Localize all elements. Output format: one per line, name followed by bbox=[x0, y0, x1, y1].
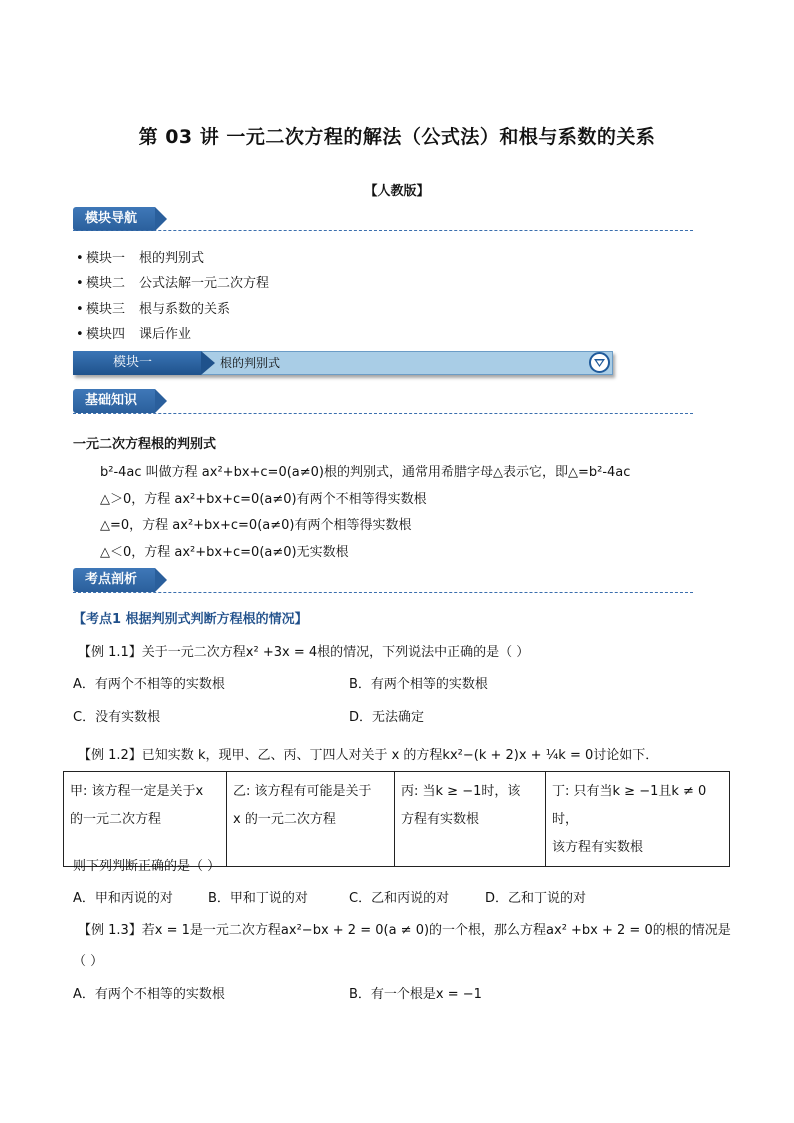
basics-line: △=0，方程 ax²+bx+c=0(a≠0)有两个相等得实数根 bbox=[100, 518, 412, 533]
table-cell-yi: 乙: 该方程有可能是关于 x 的一元二次方程 bbox=[227, 772, 395, 867]
example-1-3-stem: 【例 1.3】若x = 1是一元二次方程ax²−bx + 2 = 0(a ≠ 0)的一个根，那么方程ax² +bx + 2 = 0的根的情况是 bbox=[78, 923, 731, 938]
option-c[interactable]: C．没有实数根 bbox=[73, 710, 161, 725]
nav-item-4[interactable] bbox=[76, 323, 191, 342]
module-tab: 模块一 bbox=[73, 351, 201, 375]
statement-table bbox=[63, 771, 730, 867]
section-divider bbox=[73, 230, 693, 231]
bullet-icon: • bbox=[76, 276, 84, 291]
example-1-2-question: 则下列判断正确的是（ ） bbox=[73, 859, 221, 874]
basics-line: b²-4ac 叫做方程 ax²+bx+c=0(a≠0)根的判别式，通常用希腊字母△表示它，即△=b²-4ac bbox=[100, 465, 631, 480]
kaodian-heading: 【考点1 根据判别式判断方程根的情况】 bbox=[73, 612, 308, 627]
nav-item-num: 模块二 bbox=[86, 276, 126, 291]
basics-heading: 一元二次方程根的判别式 bbox=[73, 437, 217, 452]
bullet-icon: • bbox=[76, 302, 84, 317]
nav-item-1[interactable] bbox=[76, 247, 204, 266]
module-label: 根的判别式 bbox=[220, 356, 281, 370]
nav-item-num: 模块四 bbox=[86, 327, 126, 342]
option-c[interactable]: C．乙和丙说的对 bbox=[349, 891, 450, 906]
section-header-analysis: 考点剖析 bbox=[73, 568, 155, 592]
table-row bbox=[64, 772, 730, 867]
nav-item-label: 公式法解一元二次方程 bbox=[139, 276, 270, 291]
section-header-basics: 基础知识 bbox=[73, 389, 155, 413]
example-1-3-paren: （ ） bbox=[73, 954, 104, 969]
nav-item-label: 根与系数的关系 bbox=[139, 302, 231, 317]
table-cell-ding: 丁: 只有当k ≥ −1且k ≠ 0时， 该方程有实数根 bbox=[546, 772, 730, 867]
option-b[interactable]: B．有一个根是x = −1 bbox=[349, 987, 482, 1002]
table-cell-bing: 丙: 当k ≥ −1时，该 方程有实数根 bbox=[395, 772, 546, 867]
table-cell-jia: 甲: 该方程一定是关于x 的一元二次方程 bbox=[64, 772, 227, 867]
nav-item-label: 课后作业 bbox=[139, 327, 192, 342]
chevron-down-icon[interactable] bbox=[589, 352, 610, 373]
option-d[interactable]: D．无法确定 bbox=[349, 710, 425, 725]
bullet-icon: • bbox=[76, 327, 84, 342]
nav-item-num: 模块一 bbox=[86, 251, 126, 266]
option-b[interactable]: B．甲和丁说的对 bbox=[208, 891, 308, 906]
nav-item-2[interactable] bbox=[76, 272, 269, 291]
basics-line: △＜0，方程 ax²+bx+c=0(a≠0)无实数根 bbox=[100, 545, 349, 560]
section-divider bbox=[73, 413, 693, 414]
edition-label: 【人教版】 bbox=[364, 184, 430, 199]
nav-item-label: 根的判别式 bbox=[139, 251, 205, 266]
section-header-nav: 模块导航 bbox=[73, 207, 155, 231]
option-a[interactable]: A．有两个不相等的实数根 bbox=[73, 677, 225, 692]
example-1-2-stem: 【例 1.2】已知实数 k，现甲、乙、丙、丁四人对关于 x 的方程kx²−(k + 2)x + ¼k = 0讨论如下． bbox=[78, 748, 659, 763]
option-b[interactable]: B．有两个相等的实数根 bbox=[349, 677, 488, 692]
option-a[interactable]: A．有两个不相等的实数根 bbox=[73, 987, 225, 1002]
nav-item-num: 模块三 bbox=[86, 302, 126, 317]
section-divider bbox=[73, 592, 693, 593]
nav-item-3[interactable] bbox=[76, 298, 230, 317]
bullet-icon: • bbox=[76, 251, 84, 266]
page-title: 第 03 讲 一元二次方程的解法（公式法）和根与系数的关系 bbox=[138, 126, 656, 148]
option-d[interactable]: D．乙和丁说的对 bbox=[485, 891, 587, 906]
basics-line: △＞0，方程 ax²+bx+c=0(a≠0)有两个不相等得实数根 bbox=[100, 492, 427, 507]
option-a[interactable]: A．甲和丙说的对 bbox=[73, 891, 173, 906]
example-1-1-stem: 【例 1.1】关于一元二次方程x² +3x = 4根的情况，下列说法中正确的是（ ） bbox=[78, 645, 530, 660]
